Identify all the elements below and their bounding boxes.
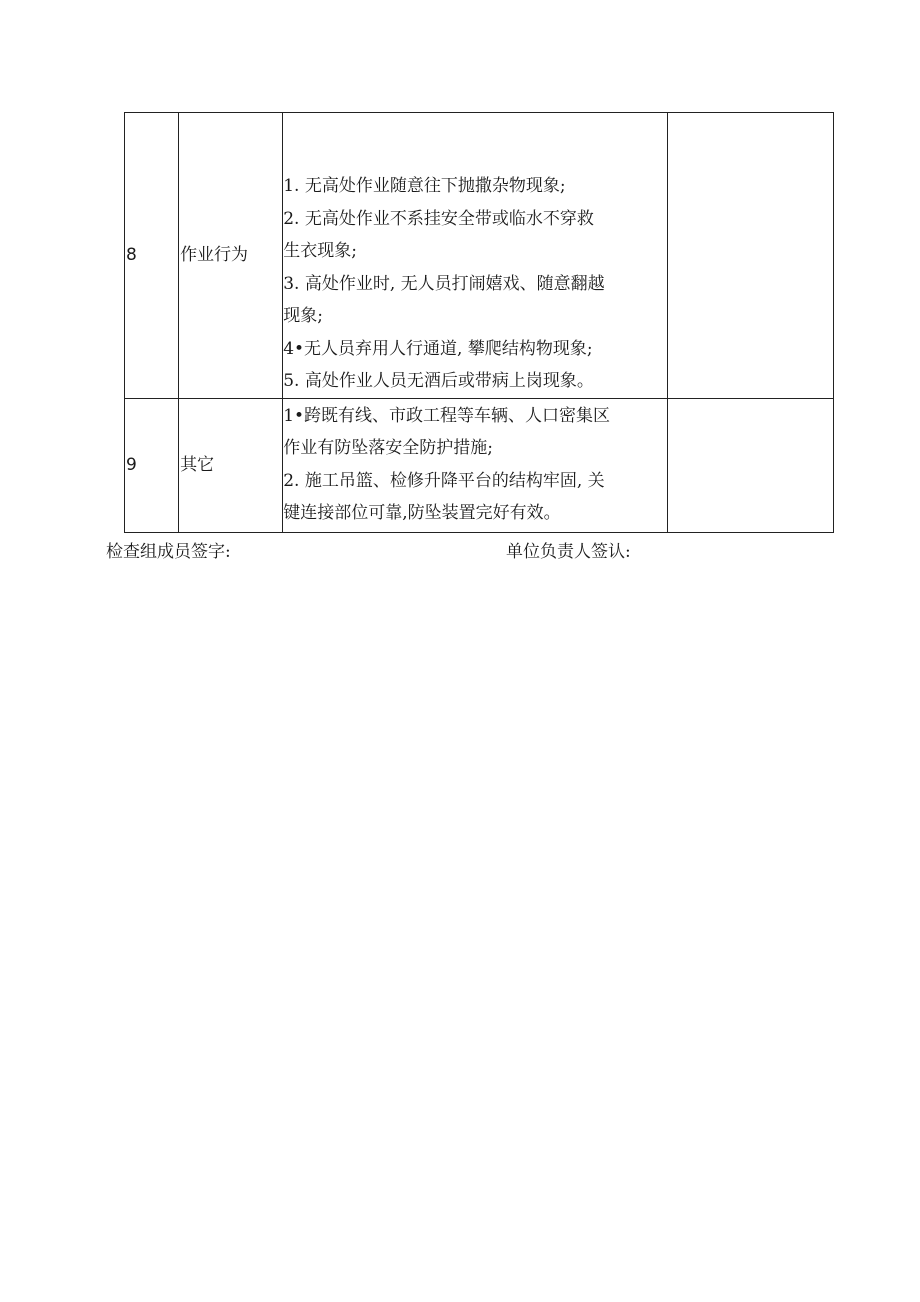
row-content (283, 398, 668, 532)
row-number: 9 (125, 398, 179, 532)
row-result (667, 398, 833, 532)
content-line: 作业有防坠落安全防护措施; (283, 438, 493, 458)
content-line: 现象; (283, 306, 323, 326)
unit-head-signature-label: 单位负责人签认: (506, 542, 631, 562)
signature-row (106, 536, 826, 568)
table-row (125, 113, 834, 399)
content-line: 1•跨既有线、市政工程等车辆、人口密集区 (283, 405, 611, 426)
content-line: 2. 无高处作业不系挂安全带或临水不穿救 (283, 208, 594, 229)
inspector-signature-label: 检查组成员签字: (106, 542, 231, 562)
content-line: 键连接部位可靠,防坠装置完好有效。 (283, 503, 561, 523)
row-item-name: 作业行为 (179, 113, 283, 399)
content-line: 1. 无高处作业随意往下抛撒杂物现象; (283, 176, 566, 196)
row-content (283, 113, 668, 399)
content-line: 3. 高处作业时, 无人员打闹嬉戏、随意翻越 (283, 273, 605, 294)
content-line: 4•无人员弃用人行通道, 攀爬结构物现象; (283, 338, 593, 359)
content-line: 5. 高处作业人员无酒后或带病上岗现象。 (283, 371, 594, 391)
inspection-table (124, 112, 834, 533)
content-line: 生衣现象; (283, 241, 357, 261)
row-number: 8 (125, 113, 179, 399)
content-line: 2. 施工吊篮、检修升降平台的结构牢固, 关 (283, 470, 605, 491)
row-result (667, 113, 833, 399)
row-item-name: 其它 (179, 398, 283, 532)
table-row (125, 398, 834, 532)
